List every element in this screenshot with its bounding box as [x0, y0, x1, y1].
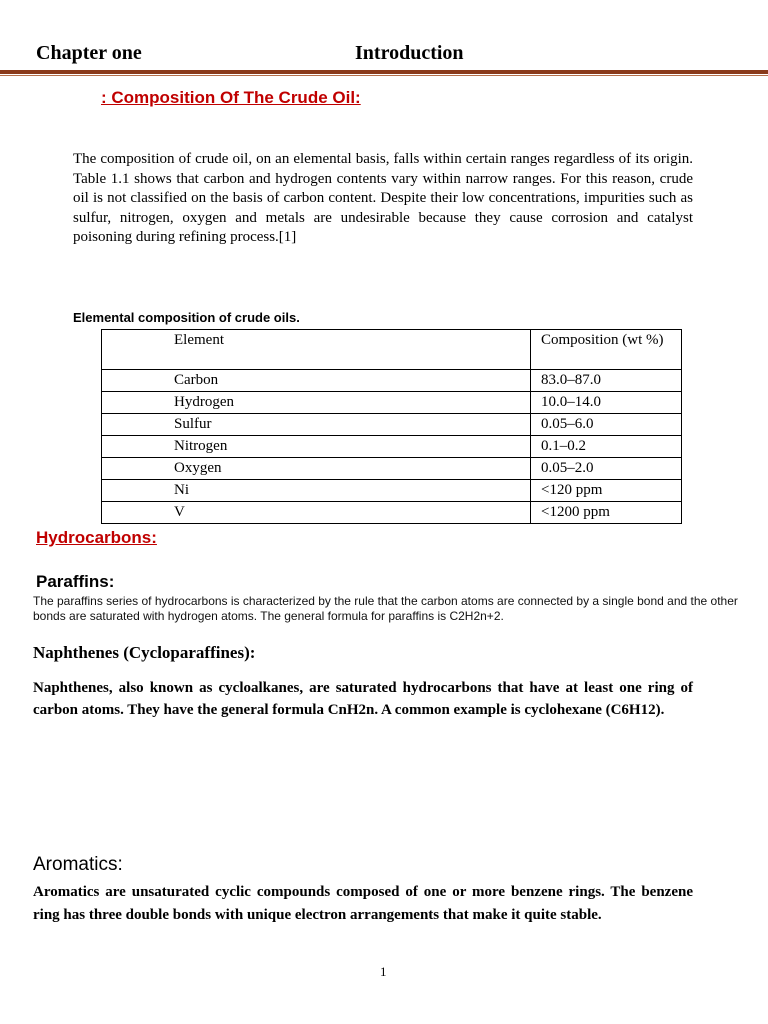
section-label: Introduction [355, 42, 464, 64]
table-row [102, 370, 682, 392]
table-caption: Elemental composition of crude oils. [73, 310, 300, 325]
table-header-composition: Composition (wt %) [531, 330, 682, 370]
hydrocarbons-heading: Hydrocarbons: [36, 528, 157, 547]
table-cell-element: Ni [102, 480, 531, 502]
header-rule-thin [0, 75, 768, 76]
aromatics-heading: Aromatics: [33, 854, 123, 875]
table-cell-composition: 83.0–87.0 [531, 370, 682, 392]
table-cell-composition: <1200 ppm [531, 502, 682, 524]
table-cell-element: Oxygen [102, 458, 531, 480]
table-cell-composition: 0.1–0.2 [531, 436, 682, 458]
table-cell-element: Carbon [102, 370, 531, 392]
table-row [102, 458, 682, 480]
table-cell-composition: <120 ppm [531, 480, 682, 502]
page-number: 1 [380, 964, 387, 979]
table-cell-element: V [102, 502, 531, 524]
chapter-label: Chapter one [36, 42, 142, 64]
intro-paragraph: The composition of crude oil, on an elemental basis, falls within certain ranges regardless of its origin. Table 1.1 shows that carbon and hydrogen contents vary within narrow ranges. For this reason, crude oil is not classified on the basis of carbon content. Despite their low concentrations, impurities such as sulfur, nitrogen, oxygen and metals are undesirable because they cause corrosion and catalyst poisoning during refining process.[1] [73, 151, 693, 246]
paraffins-paragraph: The paraffins series of hydrocarbons is characterized by the rule that the carbon atoms are connected by a single bond and the other bonds are saturated with hydrogen atoms. The general formula for paraffins is C2H2n+2. [33, 594, 738, 623]
table-cell-element: Sulfur [102, 414, 531, 436]
aromatics-paragraph: Aromatics are unsaturated cyclic compounds composed of one or more benzene rings. The benzene ring has three double bonds with unique electron arrangements that make it quite stable. [33, 884, 693, 923]
table-header-element: Element [102, 330, 531, 370]
table-cell-composition: 10.0–14.0 [531, 392, 682, 414]
paraffins-heading: Paraffins: [36, 572, 115, 591]
table-row [102, 480, 682, 502]
composition-table [101, 329, 682, 524]
table-row [102, 414, 682, 436]
header-rule [0, 70, 768, 74]
table-row [102, 436, 682, 458]
table-cell-element: Hydrogen [102, 392, 531, 414]
table-header-row [102, 330, 682, 370]
table-row [102, 392, 682, 414]
table-row [102, 502, 682, 524]
table-cell-composition: 0.05–6.0 [531, 414, 682, 436]
naphthenes-heading: Naphthenes (Cycloparaffines): [33, 643, 256, 662]
table-cell-composition: 0.05–2.0 [531, 458, 682, 480]
section-title: : Composition Of The Crude Oil: [101, 88, 361, 107]
table-cell-element: Nitrogen [102, 436, 531, 458]
naphthenes-paragraph: Naphthenes, also known as cycloalkanes, are saturated hydrocarbons that have at least one ring of carbon atoms. They have the general formula CnH2n. A common example is cyclohexane (C6H12). [33, 680, 693, 718]
